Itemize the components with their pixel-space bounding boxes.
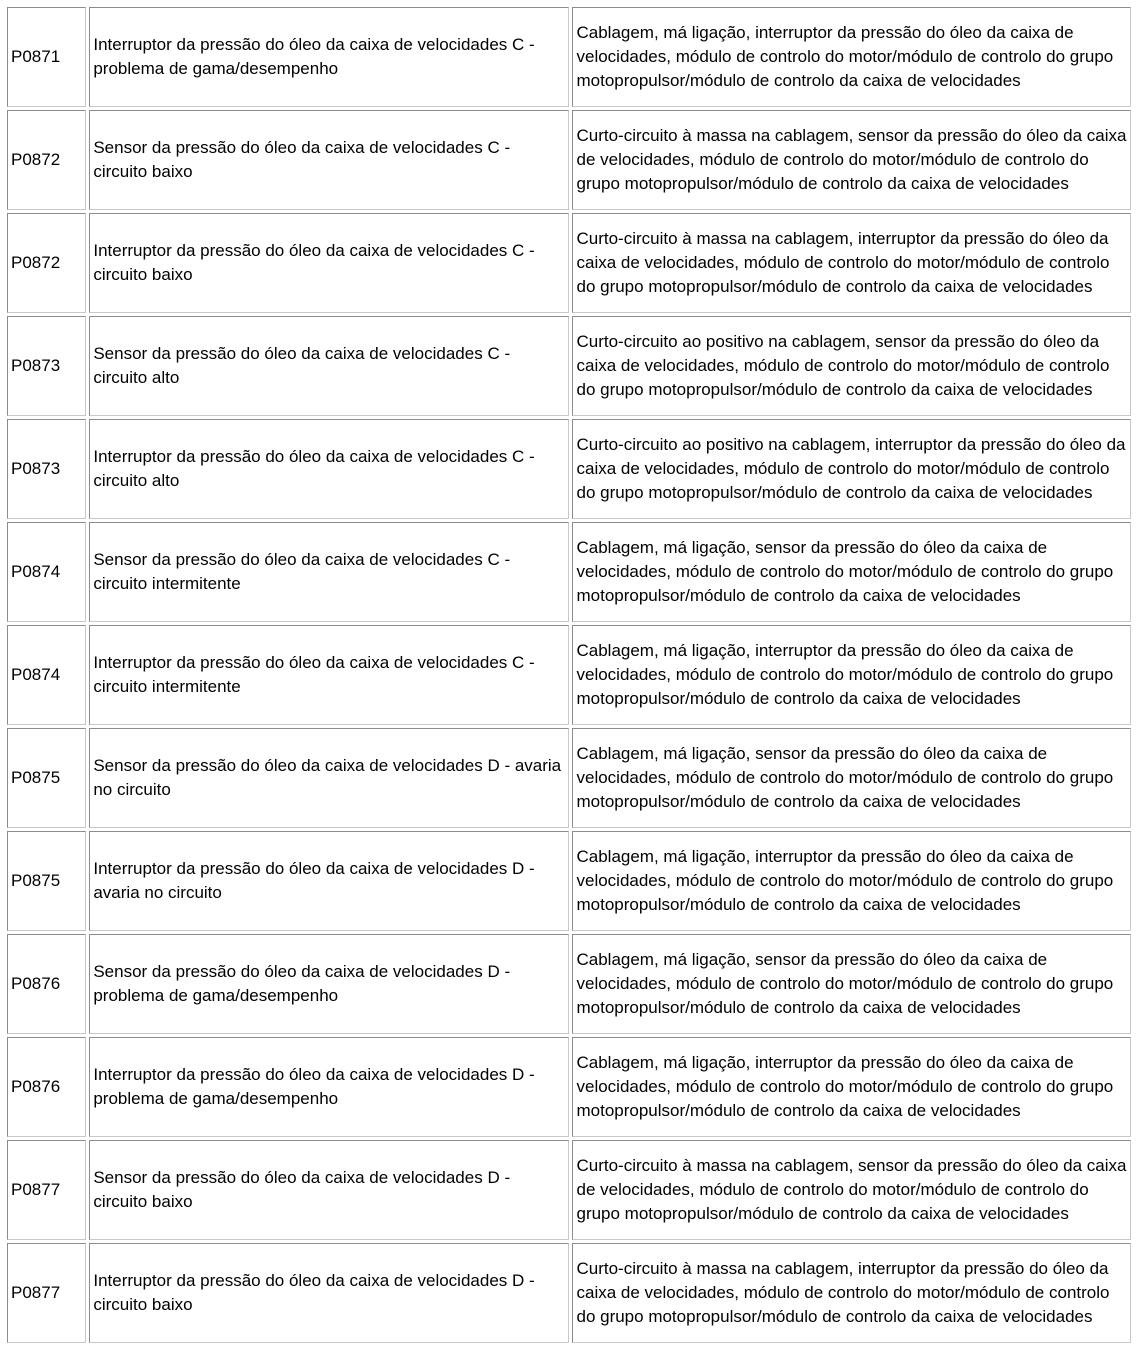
- dtc-table: [4, 4, 1134, 1346]
- dtc-code-cell: P0873: [7, 316, 86, 416]
- dtc-causes-cell: Curto-circuito à massa na cablagem, interruptor da pressão do óleo da caixa de velocidades, módulo de controlo do motor/módulo de controlo do grupo motopropulsor/módulo de controlo da caixa de velocidades: [572, 213, 1131, 313]
- dtc-description-cell: Interruptor da pressão do óleo da caixa de velocidades C - problema de gama/desempenho: [89, 7, 569, 107]
- dtc-description-cell: Sensor da pressão do óleo da caixa de velocidades C - circuito intermitente: [89, 522, 569, 622]
- dtc-causes-cell: Curto-circuito à massa na cablagem, sensor da pressão do óleo da caixa de velocidades, módulo de controlo do motor/módulo de controlo do grupo motopropulsor/módulo de controlo da caixa de velocidades: [572, 110, 1131, 210]
- table-row: [7, 110, 1131, 210]
- table-row: [7, 213, 1131, 313]
- dtc-causes-cell: Cablagem, má ligação, sensor da pressão do óleo da caixa de velocidades, módulo de controlo do motor/módulo de controlo do grupo motopropulsor/módulo de controlo da caixa de velocidades: [572, 522, 1131, 622]
- dtc-causes-cell: Curto-circuito à massa na cablagem, sensor da pressão do óleo da caixa de velocidades, módulo de controlo do motor/módulo de controlo do grupo motopropulsor/módulo de controlo da caixa de velocidades: [572, 1140, 1131, 1240]
- dtc-code-cell: P0871: [7, 7, 86, 107]
- table-row: [7, 1140, 1131, 1240]
- dtc-code-cell: P0873: [7, 419, 86, 519]
- dtc-causes-cell: Curto-circuito ao positivo na cablagem, interruptor da pressão do óleo da caixa de velocidades, módulo de controlo do motor/módulo de controlo do grupo motopropulsor/módulo de controlo da caixa de velocidades: [572, 419, 1131, 519]
- dtc-description-cell: Sensor da pressão do óleo da caixa de velocidades C - circuito baixo: [89, 110, 569, 210]
- dtc-description-cell: Sensor da pressão do óleo da caixa de velocidades D - circuito baixo: [89, 1140, 569, 1240]
- dtc-code-cell: P0872: [7, 213, 86, 313]
- dtc-causes-cell: Cablagem, má ligação, interruptor da pressão do óleo da caixa de velocidades, módulo de controlo do motor/módulo de controlo do grupo motopropulsor/módulo de controlo da caixa de velocidades: [572, 625, 1131, 725]
- dtc-code-cell: P0872: [7, 110, 86, 210]
- table-row: [7, 419, 1131, 519]
- dtc-table-body: [7, 7, 1131, 1343]
- dtc-description-cell: Interruptor da pressão do óleo da caixa de velocidades C - circuito intermitente: [89, 625, 569, 725]
- dtc-code-cell: P0874: [7, 522, 86, 622]
- dtc-causes-cell: Curto-circuito à massa na cablagem, interruptor da pressão do óleo da caixa de velocidades, módulo de controlo do motor/módulo de controlo do grupo motopropulsor/módulo de controlo da caixa de velocidades: [572, 1243, 1131, 1343]
- dtc-description-cell: Interruptor da pressão do óleo da caixa de velocidades C - circuito alto: [89, 419, 569, 519]
- dtc-code-cell: P0876: [7, 934, 86, 1034]
- table-row: [7, 316, 1131, 416]
- table-row: [7, 728, 1131, 828]
- dtc-causes-cell: Curto-circuito ao positivo na cablagem, sensor da pressão do óleo da caixa de velocidades, módulo de controlo do motor/módulo de controlo do grupo motopropulsor/módulo de controlo da caixa de velocidades: [572, 316, 1131, 416]
- dtc-code-cell: P0875: [7, 728, 86, 828]
- table-row: [7, 1037, 1131, 1137]
- dtc-description-cell: Interruptor da pressão do óleo da caixa de velocidades D - avaria no circuito: [89, 831, 569, 931]
- table-row: [7, 7, 1131, 107]
- dtc-description-cell: Sensor da pressão do óleo da caixa de velocidades C - circuito alto: [89, 316, 569, 416]
- dtc-code-cell: P0876: [7, 1037, 86, 1137]
- dtc-causes-cell: Cablagem, má ligação, sensor da pressão do óleo da caixa de velocidades, módulo de controlo do motor/módulo de controlo do grupo motopropulsor/módulo de controlo da caixa de velocidades: [572, 934, 1131, 1034]
- dtc-code-cell: P0877: [7, 1140, 86, 1240]
- dtc-code-cell: P0875: [7, 831, 86, 931]
- dtc-description-cell: Interruptor da pressão do óleo da caixa de velocidades D - problema de gama/desempenho: [89, 1037, 569, 1137]
- dtc-description-cell: Sensor da pressão do óleo da caixa de velocidades D - problema de gama/desempenho: [89, 934, 569, 1034]
- table-row: [7, 522, 1131, 622]
- dtc-causes-cell: Cablagem, má ligação, interruptor da pressão do óleo da caixa de velocidades, módulo de controlo do motor/módulo de controlo do grupo motopropulsor/módulo de controlo da caixa de velocidades: [572, 1037, 1131, 1137]
- table-row: [7, 1243, 1131, 1343]
- dtc-code-cell: P0877: [7, 1243, 86, 1343]
- dtc-description-cell: Interruptor da pressão do óleo da caixa de velocidades C - circuito baixo: [89, 213, 569, 313]
- dtc-description-cell: Sensor da pressão do óleo da caixa de velocidades D - avaria no circuito: [89, 728, 569, 828]
- dtc-causes-cell: Cablagem, má ligação, sensor da pressão do óleo da caixa de velocidades, módulo de controlo do motor/módulo de controlo do grupo motopropulsor/módulo de controlo da caixa de velocidades: [572, 728, 1131, 828]
- dtc-causes-cell: Cablagem, má ligação, interruptor da pressão do óleo da caixa de velocidades, módulo de controlo do motor/módulo de controlo do grupo motopropulsor/módulo de controlo da caixa de velocidades: [572, 831, 1131, 931]
- table-row: [7, 934, 1131, 1034]
- dtc-code-cell: P0874: [7, 625, 86, 725]
- dtc-causes-cell: Cablagem, má ligação, interruptor da pressão do óleo da caixa de velocidades, módulo de controlo do motor/módulo de controlo do grupo motopropulsor/módulo de controlo da caixa de velocidades: [572, 7, 1131, 107]
- table-row: [7, 625, 1131, 725]
- table-row: [7, 831, 1131, 931]
- dtc-description-cell: Interruptor da pressão do óleo da caixa de velocidades D - circuito baixo: [89, 1243, 569, 1343]
